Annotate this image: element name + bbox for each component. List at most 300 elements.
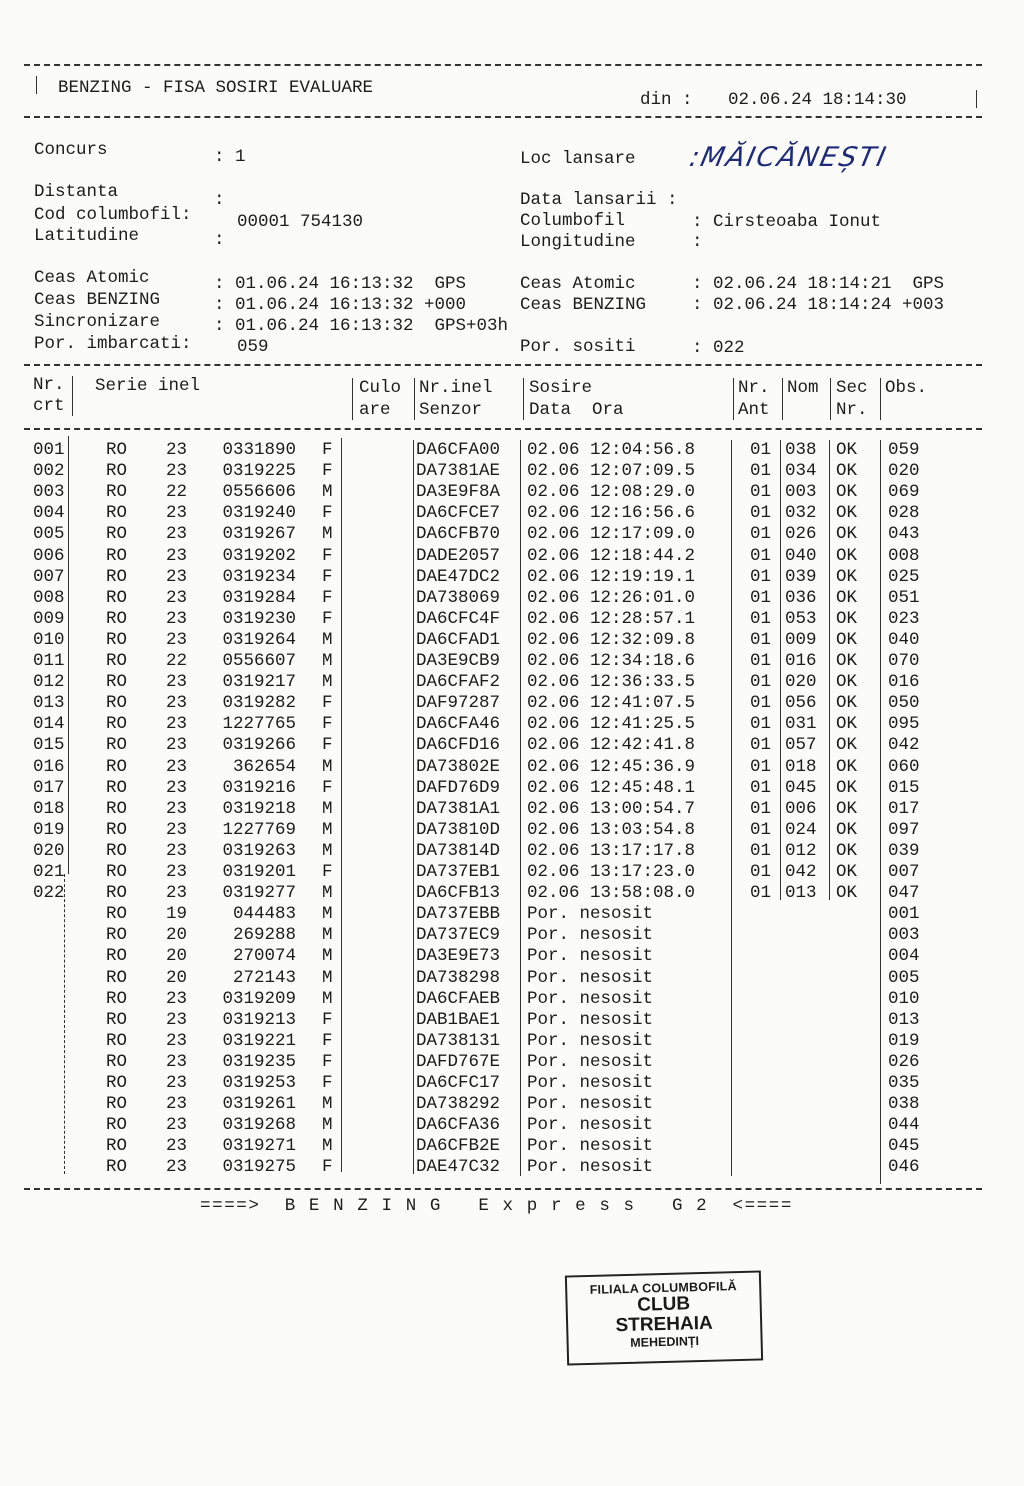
cell-senzor: DA6CFB13	[416, 883, 501, 904]
cell-obs: 017	[888, 798, 920, 819]
cell-nom: 006	[785, 798, 817, 819]
cell-obs: 050	[888, 693, 920, 714]
cell-obs: 001	[888, 904, 920, 925]
col-separator	[64, 874, 65, 1174]
data-lansarii-label: Data lansarii :	[520, 190, 678, 210]
cell-senzor: DA737EB1	[416, 862, 501, 882]
cell-obs: 042	[888, 735, 920, 756]
cell-sec: OK	[836, 545, 858, 566]
col-separator	[829, 440, 830, 900]
cell-sex: M	[322, 883, 333, 904]
cell-sec: OK	[836, 693, 858, 714]
por-sositi-value: : 022	[692, 338, 745, 358]
cell-sosire: 02.06 12:36:33.5	[527, 672, 696, 693]
cell-sec: OK	[836, 608, 858, 629]
cell-nom: 042	[785, 862, 817, 882]
cell-nr: 005	[33, 524, 65, 545]
cell-num: 0319202	[222, 545, 296, 566]
din-value: 02.06.24 18:14:30	[728, 90, 907, 110]
cell-nr: 014	[33, 714, 65, 735]
loc-lansare-handwritten: :MĂICĂNEȘTI	[686, 142, 891, 173]
cell-ant: 01	[750, 651, 772, 671]
cell-nom: 036	[785, 587, 817, 608]
longitudine-label: Longitudine	[520, 232, 636, 252]
cell-senzor: DA6CFB2E	[416, 1136, 501, 1157]
cell-sosire: Por. nesosit	[527, 1051, 654, 1072]
cell-cc: RO	[106, 735, 128, 756]
columbofil-value: : Cirsteoaba Ionut	[692, 212, 882, 232]
cell-sec: OK	[836, 482, 858, 503]
cell-nr: 020	[33, 840, 65, 861]
footer-brand: ====> B E N Z I N G E x p r e s s G 2 <====	[200, 1196, 793, 1216]
ceas-atomic2-value: : 02.06.24 18:14:21 GPS	[692, 274, 945, 294]
cell-yy: 23	[166, 798, 188, 819]
cell-num: 0319209	[222, 988, 296, 1009]
cell-sex: M	[322, 840, 333, 861]
col-data-ora-header: Data Ora	[529, 400, 624, 420]
cell-obs: 004	[888, 946, 920, 967]
cell-yy: 23	[166, 1115, 188, 1136]
dashed-rule	[24, 116, 982, 118]
cell-nr: 022	[33, 883, 65, 904]
cell-ant: 01	[750, 608, 772, 629]
cell-ant: 01	[750, 840, 772, 861]
sincronizare-label: Sincronizare	[34, 312, 161, 332]
cell-sex: F	[322, 1030, 333, 1051]
cell-senzor: DA73814D	[416, 840, 501, 861]
ceas-benzing-value: : 01.06.24 16:13:32 +000	[214, 295, 467, 315]
ceas-atomic2-label: Ceas Atomic	[520, 274, 636, 294]
cell-num: 0319275	[222, 1157, 296, 1178]
cell-nom: 016	[785, 651, 817, 671]
cell-sosire: Por. nesosit	[527, 1030, 654, 1051]
cell-sex: F	[322, 566, 333, 587]
por-sositi-label: Por. sositi	[520, 337, 636, 357]
cell-num: 0319282	[222, 693, 296, 714]
cell-senzor: DA6CFCE7	[416, 503, 501, 524]
cell-nr: 019	[33, 819, 65, 840]
cell-sex: F	[322, 1157, 333, 1178]
cell-num: 0319234	[222, 566, 296, 587]
cell-yy: 23	[166, 629, 188, 650]
cell-nom: 031	[785, 714, 817, 735]
cell-cc: RO	[106, 883, 128, 904]
cell-nom: 039	[785, 566, 817, 587]
cell-yy: 23	[166, 1073, 188, 1093]
cell-ant: 01	[750, 777, 772, 798]
cell-cc: RO	[106, 798, 128, 819]
cell-num: 0319261	[222, 1094, 296, 1115]
cell-nr: 016	[33, 756, 65, 777]
cell-obs: 043	[888, 524, 920, 545]
ceas-benzing2-value: : 02.06.24 18:14:24 +003	[692, 295, 945, 315]
cell-yy: 20	[166, 925, 188, 946]
cell-num: 269288	[232, 925, 296, 946]
cell-senzor: DA6CFA46	[416, 714, 501, 735]
cell-cc: RO	[106, 1030, 128, 1051]
cell-senzor: DA6CFA36	[416, 1115, 501, 1136]
cell-obs: 039	[888, 840, 920, 861]
cell-cc: RO	[106, 1136, 128, 1157]
cell-nr: 018	[33, 798, 65, 819]
cell-obs: 059	[888, 440, 920, 460]
cell-num: 0319213	[222, 1009, 296, 1030]
cell-num: 270074	[232, 946, 296, 967]
cell-yy: 23	[166, 735, 188, 756]
cell-sex: M	[322, 482, 333, 503]
cell-nr: 013	[33, 693, 65, 714]
cell-sex: M	[322, 904, 333, 925]
cell-yy: 23	[166, 545, 188, 566]
cell-num: 0319235	[222, 1051, 296, 1072]
cell-ant: 01	[750, 482, 772, 503]
cell-obs: 035	[888, 1073, 920, 1093]
cell-obs: 028	[888, 503, 920, 524]
cell-cc: RO	[106, 629, 128, 650]
cell-yy: 23	[166, 1157, 188, 1178]
cell-sosire: 02.06 12:28:57.1	[527, 608, 696, 629]
cell-cc: RO	[106, 1009, 128, 1030]
cell-obs: 070	[888, 651, 920, 671]
cell-sosire: Por. nesosit	[527, 967, 654, 988]
cell-nr: 006	[33, 545, 65, 566]
cell-cc: RO	[106, 587, 128, 608]
cell-senzor: DA737EC9	[416, 925, 501, 946]
cell-sex: M	[322, 1094, 333, 1115]
cod-columbofil-value: 00001 754130	[237, 212, 364, 232]
cell-sec: OK	[836, 756, 858, 777]
cell-cc: RO	[106, 714, 128, 735]
cell-sosire: 02.06 12:45:36.9	[527, 756, 696, 777]
cell-yy: 23	[166, 756, 188, 777]
cod-columbofil-label: Cod columbofil:	[34, 205, 192, 225]
cell-obs: 051	[888, 587, 920, 608]
cell-sex: F	[322, 693, 333, 714]
cell-yy: 23	[166, 714, 188, 735]
cell-sec: OK	[836, 587, 858, 608]
cell-senzor: DA73802E	[416, 756, 501, 777]
cell-sosire: Por. nesosit	[527, 1009, 654, 1030]
cell-num: 362654	[232, 756, 296, 777]
cell-sex: F	[322, 1051, 333, 1072]
cell-sosire: Por. nesosit	[527, 1136, 654, 1157]
cell-sosire: 02.06 12:08:29.0	[527, 482, 696, 503]
cell-nom: 053	[785, 608, 817, 629]
cell-senzor: DA738298	[416, 967, 501, 988]
cell-sex: M	[322, 524, 333, 545]
stamp-line-3: STREHAIA	[615, 1312, 713, 1337]
cell-cc: RO	[106, 482, 128, 503]
col-culo-header: Culo	[359, 378, 402, 398]
cell-senzor: DA7381A1	[416, 798, 501, 819]
cell-yy: 23	[166, 587, 188, 608]
cell-ant: 01	[750, 461, 772, 482]
cell-ant: 01	[750, 545, 772, 566]
cell-sec: OK	[836, 819, 858, 840]
cell-sosire: Por. nesosit	[527, 988, 654, 1009]
cell-nr: 015	[33, 735, 65, 756]
cell-obs: 007	[888, 862, 920, 882]
cell-sex: F	[322, 545, 333, 566]
cell-cc: RO	[106, 1051, 128, 1072]
dashed-rule	[24, 1188, 982, 1190]
cell-num: 0319230	[222, 608, 296, 629]
cell-senzor: DA737EBB	[416, 904, 501, 925]
cell-sosire: Por. nesosit	[527, 946, 654, 967]
cell-nom: 038	[785, 440, 817, 460]
cell-num: 0319225	[222, 461, 296, 482]
cell-sosire: Por. nesosit	[527, 1094, 654, 1115]
latitudine-value: :	[214, 230, 225, 250]
cell-cc: RO	[106, 862, 128, 882]
loc-lansare-label: Loc lansare	[520, 149, 636, 169]
cell-sex: M	[322, 629, 333, 650]
cell-ant: 01	[750, 503, 772, 524]
cell-sex: F	[322, 714, 333, 735]
cell-cc: RO	[106, 988, 128, 1009]
cell-sosire: 02.06 13:17:23.0	[527, 862, 696, 882]
cell-obs: 040	[888, 629, 920, 650]
cell-num: 0319253	[222, 1073, 296, 1093]
cell-cc: RO	[106, 608, 128, 629]
cell-sosire: 02.06 12:42:41.8	[527, 735, 696, 756]
cell-obs: 016	[888, 672, 920, 693]
col-crt-header: crt	[33, 396, 65, 416]
cell-cc: RO	[106, 1115, 128, 1136]
cell-cc: RO	[106, 440, 128, 460]
cell-sex: M	[322, 651, 333, 671]
cell-sex: F	[322, 461, 333, 482]
cell-obs: 095	[888, 714, 920, 735]
cell-sex: M	[322, 1136, 333, 1157]
col-serie-header: Serie inel	[95, 376, 201, 396]
cell-sex: M	[322, 798, 333, 819]
col-separator	[880, 378, 881, 420]
col-sec-header: Sec	[836, 378, 868, 398]
cell-nr: 008	[33, 587, 65, 608]
cell-sec: OK	[836, 735, 858, 756]
cell-obs: 026	[888, 1051, 920, 1072]
cell-nr: 011	[33, 651, 65, 671]
dashed-rule	[24, 64, 982, 66]
cell-cc: RO	[106, 967, 128, 988]
col-nrinel-header: Nr.inel	[419, 378, 493, 398]
cell-senzor: DA738292	[416, 1094, 501, 1115]
cell-nom: 034	[785, 461, 817, 482]
cell-obs: 045	[888, 1136, 920, 1157]
cell-cc: RO	[106, 524, 128, 545]
stamp-line-1: FILIALA COLUMBOFILĂ	[589, 1279, 737, 1297]
cell-cc: RO	[106, 1094, 128, 1115]
cell-num: 0319277	[222, 883, 296, 904]
cell-obs: 044	[888, 1115, 920, 1136]
cell-yy: 22	[166, 651, 188, 671]
col-separator	[72, 376, 73, 416]
cell-sex: F	[322, 440, 333, 460]
cell-obs: 015	[888, 777, 920, 798]
cell-sec: OK	[836, 524, 858, 545]
cell-sex: F	[322, 587, 333, 608]
cell-nom: 026	[785, 524, 817, 545]
cell-num: 0331890	[222, 440, 296, 460]
cell-num: 272143	[232, 967, 296, 988]
cell-num: 0319263	[222, 840, 296, 861]
cell-sec: OK	[836, 440, 858, 460]
cell-ant: 01	[750, 819, 772, 840]
cell-sex: M	[322, 946, 333, 967]
cell-sec: OK	[836, 629, 858, 650]
cell-num: 0319240	[222, 503, 296, 524]
cell-num: 0319216	[222, 777, 296, 798]
cell-obs: 019	[888, 1030, 920, 1051]
cell-sex: F	[322, 735, 333, 756]
cell-sosire: 02.06 12:16:56.6	[527, 503, 696, 524]
cell-num: 0319201	[222, 862, 296, 882]
col-separator	[413, 440, 414, 1174]
cell-yy: 23	[166, 1136, 188, 1157]
cell-sosire: 02.06 12:34:18.6	[527, 651, 696, 671]
latitudine-label: Latitudine	[34, 226, 140, 246]
cell-yy: 23	[166, 777, 188, 798]
stamp-line-2: CLUB	[636, 1293, 691, 1316]
cell-senzor: DAB1BAE1	[416, 1009, 501, 1030]
cell-cc: RO	[106, 461, 128, 482]
col-sosire-header: Sosire	[529, 378, 593, 398]
cell-yy: 23	[166, 693, 188, 714]
cell-cc: RO	[106, 819, 128, 840]
cell-num: 0319268	[222, 1115, 296, 1136]
cell-sosire: 02.06 12:19:19.1	[527, 566, 696, 587]
cell-sosire: 02.06 13:17:17.8	[527, 840, 696, 861]
cell-sec: OK	[836, 777, 858, 798]
cell-cc: RO	[106, 946, 128, 967]
cell-senzor: DA6CFD16	[416, 735, 501, 756]
cell-sec: OK	[836, 840, 858, 861]
cell-obs: 010	[888, 988, 920, 1009]
cell-yy: 23	[166, 503, 188, 524]
cell-sex: F	[322, 1073, 333, 1093]
cell-nr: 001	[33, 440, 65, 460]
cell-num: 0556606	[222, 482, 296, 503]
cell-senzor: DAE47C32	[416, 1157, 501, 1178]
ceas-benzing-label: Ceas BENZING	[34, 290, 161, 310]
col-separator	[731, 440, 732, 1176]
cell-obs: 013	[888, 1009, 920, 1030]
cell-nr: 012	[33, 672, 65, 693]
cell-nr: 002	[33, 461, 65, 482]
dashed-rule	[24, 364, 982, 366]
cell-senzor: DA6CFC17	[416, 1073, 501, 1093]
cell-sex: F	[322, 1009, 333, 1030]
cell-sec: OK	[836, 672, 858, 693]
cell-yy: 23	[166, 862, 188, 882]
cell-yy: 23	[166, 524, 188, 545]
din-label: din :	[640, 90, 693, 110]
cell-cc: RO	[106, 840, 128, 861]
col-separator	[68, 436, 69, 874]
cell-sec: OK	[836, 651, 858, 671]
cell-senzor: DA6CFB70	[416, 524, 501, 545]
por-imbarcati-label: Por. imbarcati:	[34, 334, 192, 354]
cell-cc: RO	[106, 925, 128, 946]
concurs-value: : 1	[214, 147, 246, 167]
cell-senzor: DA3E9E73	[416, 946, 501, 967]
cell-num: 0319218	[222, 798, 296, 819]
border-bar	[976, 90, 977, 108]
cell-cc: RO	[106, 566, 128, 587]
cell-sosire: 02.06 12:45:48.1	[527, 777, 696, 798]
cell-sec: OK	[836, 883, 858, 904]
cell-obs: 003	[888, 925, 920, 946]
col-separator	[830, 378, 831, 420]
col-obs-header: Obs.	[885, 378, 928, 398]
ceas-atomic-label: Ceas Atomic	[34, 268, 150, 288]
cell-nr: 021	[33, 862, 65, 882]
cell-sex: F	[322, 777, 333, 798]
cell-obs: 069	[888, 482, 920, 503]
cell-sex: M	[322, 672, 333, 693]
cell-sosire: 02.06 12:41:25.5	[527, 714, 696, 735]
report-title: BENZING - FISA SOSIRI EVALUARE	[58, 78, 374, 98]
col-separator	[414, 378, 415, 420]
cell-ant: 01	[750, 440, 772, 460]
cell-nr: 009	[33, 608, 65, 629]
cell-obs: 038	[888, 1094, 920, 1115]
cell-nom: 045	[785, 777, 817, 798]
cell-sosire: 02.06 13:03:54.8	[527, 819, 696, 840]
cell-cc: RO	[106, 756, 128, 777]
col-separator	[520, 440, 521, 1176]
cell-yy: 23	[166, 672, 188, 693]
cell-sosire: 02.06 12:17:09.0	[527, 524, 696, 545]
cell-sex: M	[322, 988, 333, 1009]
col-separator	[880, 440, 881, 1184]
cell-sosire: 02.06 13:00:54.7	[527, 798, 696, 819]
cell-obs: 097	[888, 819, 920, 840]
cell-ant: 01	[750, 672, 772, 693]
cell-cc: RO	[106, 545, 128, 566]
cell-nom: 040	[785, 545, 817, 566]
cell-yy: 23	[166, 1009, 188, 1030]
col-separator	[341, 438, 342, 1172]
cell-sex: F	[322, 608, 333, 629]
cell-yy: 23	[166, 608, 188, 629]
cell-sex: F	[322, 503, 333, 524]
col-separator	[352, 378, 353, 420]
col-secnr-header: Nr.	[836, 400, 868, 420]
cell-senzor: DADE2057	[416, 545, 501, 566]
columbofil-label: Columbofil	[520, 211, 626, 231]
cell-cc: RO	[106, 904, 128, 925]
cell-senzor: DA3E9CB9	[416, 651, 501, 671]
cell-yy: 23	[166, 1051, 188, 1072]
cell-nr: 004	[33, 503, 65, 524]
cell-senzor: DA6CFAEB	[416, 988, 501, 1009]
cell-nom: 020	[785, 672, 817, 693]
cell-sec: OK	[836, 862, 858, 882]
cell-yy: 19	[166, 904, 188, 925]
cell-nr: 017	[33, 777, 65, 798]
distanta-value: :	[214, 190, 225, 210]
col-separator	[523, 378, 524, 420]
cell-sec: OK	[836, 566, 858, 587]
cell-num: 0319271	[222, 1136, 296, 1157]
cell-yy: 23	[166, 1030, 188, 1051]
cell-yy: 23	[166, 883, 188, 904]
cell-ant: 01	[750, 756, 772, 777]
cell-sosire: 02.06 12:32:09.8	[527, 629, 696, 650]
cell-num: 1227765	[222, 714, 296, 735]
